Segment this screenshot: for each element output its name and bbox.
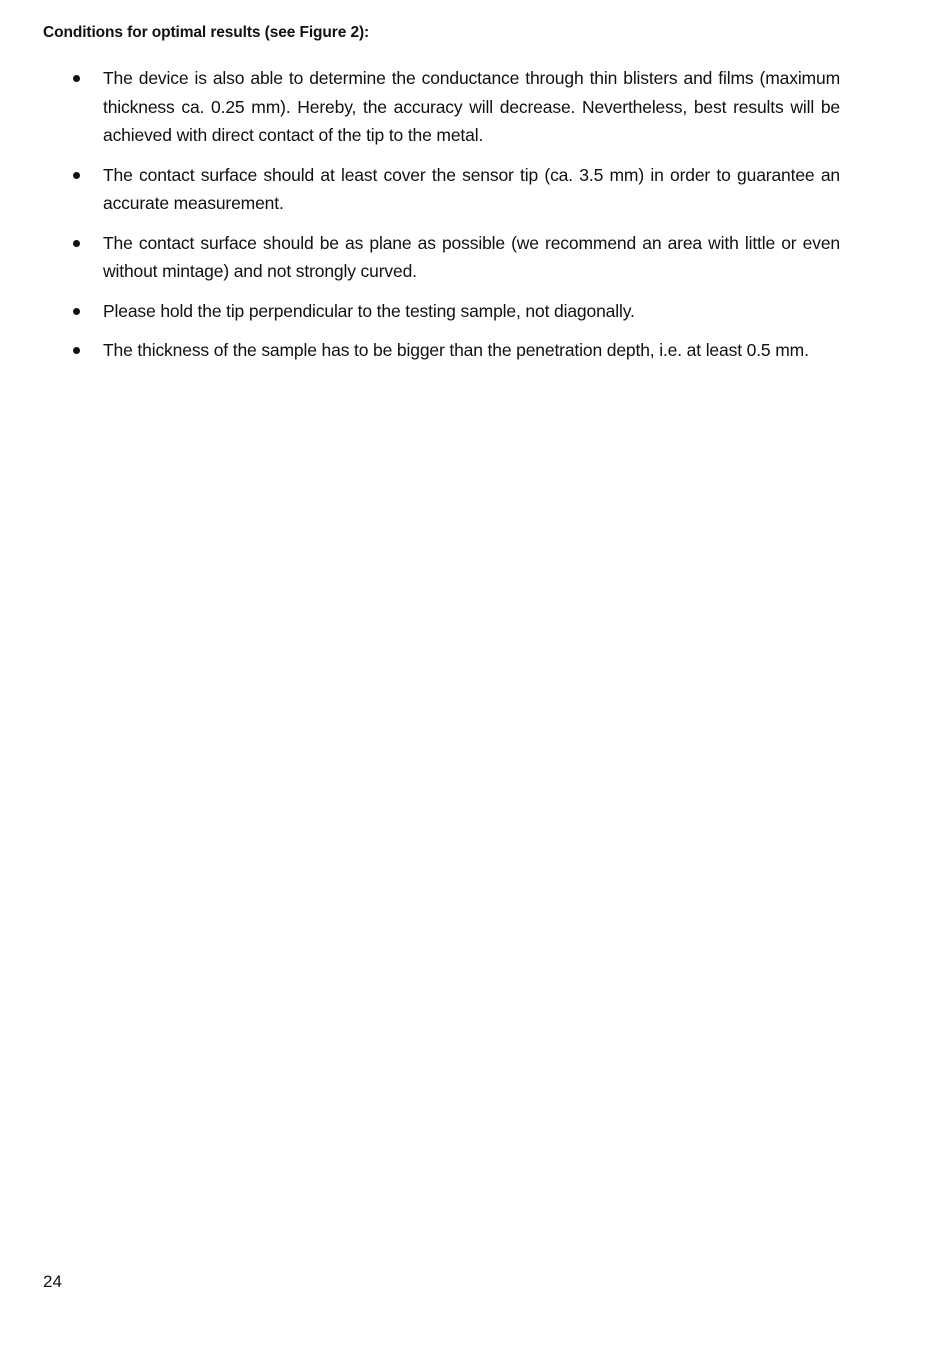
list-item-text: The device is also able to determine the conductance through thin blisters and films (maximum thickness ca. 0.25 mm). Hereby, the accuracy will decrease. Nevertheless, best results will be achieved with direct contact of the tip to the metal.	[103, 68, 840, 145]
bullet-icon	[73, 308, 80, 315]
list-item	[0, 229, 950, 286]
list-item	[0, 297, 950, 326]
page-number: 24	[43, 1272, 62, 1291]
list-item-text: The contact surface should be as plane as possible (we recommend an area with little or even without mintage) and not strongly curved.	[103, 232, 840, 281]
list-item-text: Please hold the tip perpendicular to the testing sample, not diagonally.	[103, 300, 635, 321]
list-item	[0, 64, 950, 150]
bullet-icon	[73, 75, 80, 82]
conditions-list	[0, 64, 950, 376]
list-item	[0, 336, 950, 365]
bullet-icon	[73, 172, 80, 179]
list-item	[0, 161, 950, 218]
list-item-text: The thickness of the sample has to be bigger than the penetration depth, i.e. at least 0.5 mm.	[103, 340, 809, 360]
bullet-icon	[73, 347, 80, 354]
bullet-icon	[73, 240, 80, 247]
section-heading: Conditions for optimal results (see Figure 2):	[43, 24, 370, 41]
list-item-text: The contact surface should at least cover the sensor tip (ca. 3.5 mm) in order to guarantee an accurate measurement.	[103, 164, 840, 213]
